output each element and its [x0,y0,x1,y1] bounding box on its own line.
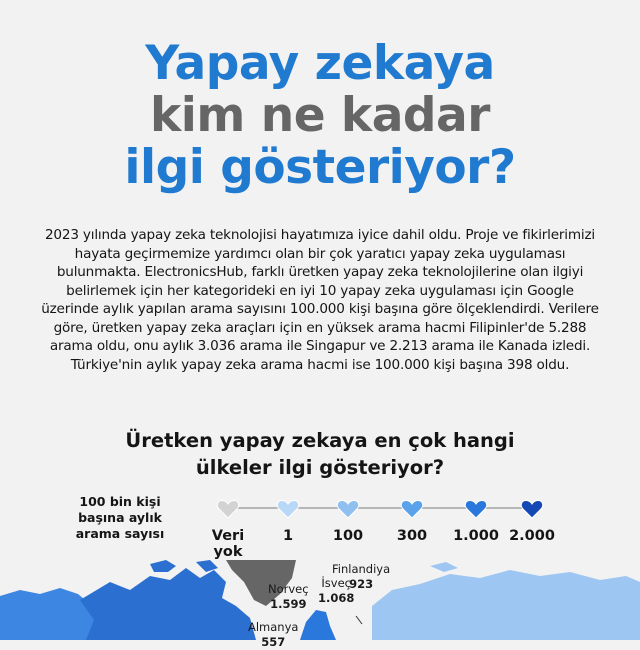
legend-caption [60,494,180,542]
heart-icon [335,497,361,521]
map-country-label [318,576,354,606]
legend-item-label: 1.000 [453,528,499,544]
legend-item [500,497,564,544]
title-line-1: Yapay zekaya [145,36,495,91]
canada-island-shape [196,560,218,572]
heart-icon [463,497,489,521]
russia-island-shape [430,562,458,572]
legend-caption-line-2: başına aylık [78,510,162,525]
legend-item-label: 100 [332,528,364,544]
legend-item-label: 1 [282,528,294,544]
alaska-shape [0,588,96,640]
legend-caption-line-1: 100 bin kişi [79,494,161,509]
legend-caption-line-3: arama sayısı [75,526,165,541]
map-country-label [248,620,298,650]
intro-paragraph: 2023 yılında yapay zeka teknolojisi hayatımıza iyice dahil oldu. Proje ve fikirlerimizi hayata geçirmemize yardımcı olan bir çok yaratıcı yapay zeka uygulaması bulunmakta. ElectronicsHub, farklı üretken yapay zeka teknolojilerine olan ilgiyi belirlemek için her kategorideki en iyi 10 yapay zeka uygulaması için Google üzerinde aylık yapılan arama sayısını 100.000 kişi başına göre ölçeklendirdi. Verilere göre, üretken yapay zeka araçları için en yüksek arama hacmi Filipinler'de 5.288 arama oldu, onu aylık 3.036 arama ile Singapur ve 2.213 arama ile Kanada izledi. Türkiye'nin aylık yapay zeka arama hacmi ise 100.000 kişi başına 398 oldu. [41,227,599,373]
map-country-value: 1.068 [318,591,355,605]
scandinavia-shape [300,610,336,640]
subtitle-line-2: ülkeler ilgi gösteriyor? [195,456,445,479]
legend-item [316,497,380,544]
legend-item-label: 300 [396,528,428,544]
map-country-name: Finlandiya [332,562,391,576]
heart-icon [399,497,425,521]
map-country-name: İsveç [321,576,351,590]
subtitle-line-1: Üretken yapay zekaya en çok hangi [125,429,515,452]
page-title [0,38,640,194]
heart-icon [275,497,301,521]
legend-item [380,497,444,544]
heart-icon [519,497,545,521]
legend-item [196,497,260,560]
canada-shape [80,568,256,640]
color-legend [196,497,556,560]
finland-pointer-line [356,616,362,624]
map-country-value: 923 [349,577,374,591]
map-country-name: Almanya [248,620,299,634]
heart-icon [215,497,241,521]
world-map [0,560,640,649]
map-country-label [268,582,309,612]
section-subtitle [0,427,640,481]
title-line-2: kim ne kadar [150,88,490,143]
map-country-name: Norveç [268,582,309,596]
title-line-3: ilgi gösteriyor? [124,140,516,195]
canada-island-shape [150,560,176,572]
legend-item [256,497,320,544]
map-country-value: 557 [261,635,286,649]
legend-item-label: Veri yok [211,528,245,560]
legend-item-label: 2.000 [509,528,555,544]
russia-shape [372,570,640,640]
legend-item [444,497,508,544]
map-country-value: 1.599 [270,597,307,611]
